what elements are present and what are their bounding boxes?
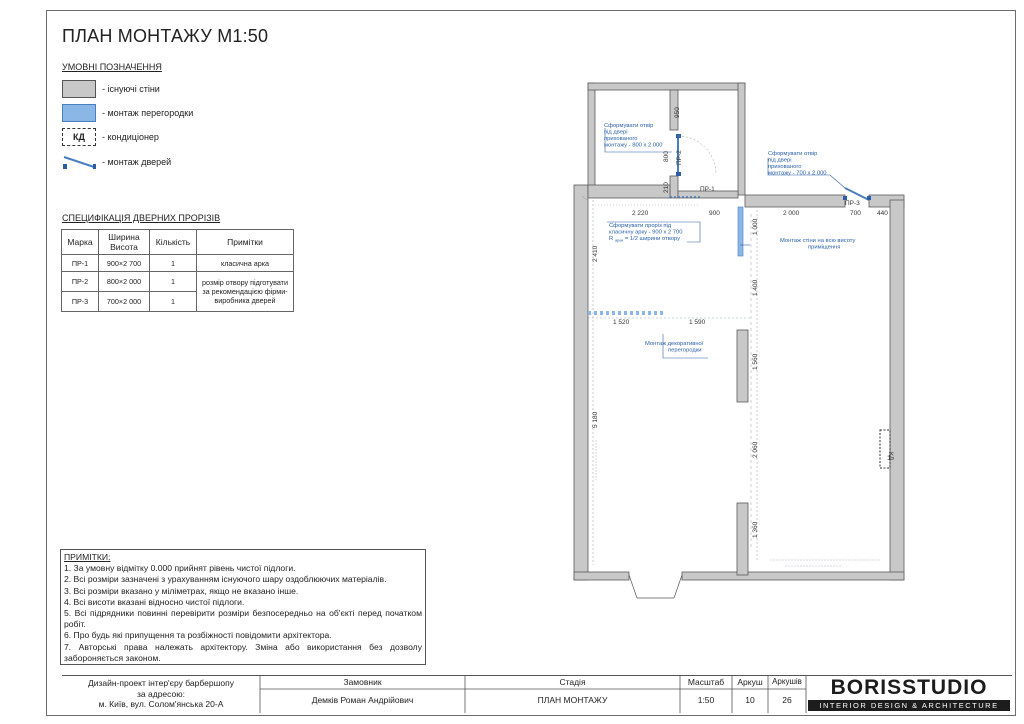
- callout-line: монтажу - 800 х 2 000: [604, 142, 663, 149]
- notes-heading: ПРИМІТКИ:: [64, 552, 111, 562]
- dim-950: 950: [674, 107, 681, 118]
- row-size: 900×2 700: [99, 255, 150, 272]
- col-mark: Марка: [62, 230, 99, 255]
- ac-label: КД: [887, 452, 894, 461]
- dim-1590: 1 590: [689, 319, 706, 326]
- legend-walls-label: - існуючі стіни: [102, 84, 160, 94]
- sheet-label: Аркуш: [737, 677, 763, 687]
- callout-line: перегородки: [668, 347, 702, 354]
- row-count: 1: [150, 272, 197, 292]
- callout-line: Сформувати проріз під: [609, 223, 672, 229]
- scale-label: Масштаб: [687, 677, 725, 687]
- callout-line: Сформувати отвір: [768, 151, 818, 157]
- row-size: 800×2 000: [99, 272, 150, 292]
- door-label-pr1: ПР-1: [700, 186, 715, 193]
- dim-1000: 1 000: [752, 218, 759, 235]
- row-note: класична арка: [197, 255, 294, 272]
- callout-line: класичну арку - 900 х 2 700: [609, 229, 683, 236]
- shared-note-line: за рекомендацією фірми-: [202, 287, 288, 296]
- callout-line: Монтаж декоративної: [645, 341, 704, 347]
- stage-label: Стадія: [559, 677, 586, 687]
- row-count: 1: [150, 292, 197, 312]
- note-item: 3. Всі розміри вказано у міліметрах, якщо не вказано інше.: [64, 585, 299, 596]
- door-label-pr2: ПР-2: [676, 150, 683, 165]
- sheets-total: 26: [782, 695, 792, 705]
- note-item: 7. Авторські права належать архітектору. Зміна або використання без дозволу забороняється законом.: [64, 641, 422, 663]
- callout-line: під двері: [604, 129, 628, 136]
- row-mark: ПР-2: [62, 272, 99, 292]
- legend-heading: УМОВНІ ПОЗНАЧЕННЯ: [62, 62, 162, 72]
- dim-1520: 1 520: [613, 319, 630, 326]
- logo-wordmark: BORISSTUDIO: [830, 676, 988, 699]
- callout-line: прихованого: [768, 164, 802, 170]
- note-item: 5. Всі підрядники повинні перевірити розміри безпосередньо на об'єкті перед початком робіт.: [64, 608, 422, 630]
- door-label-pr3: ПР-3: [845, 200, 860, 207]
- dim-700: 700: [850, 210, 861, 217]
- dim-2060: 2 060: [752, 441, 759, 458]
- shared-note-line: розмір отвору підготувати: [202, 278, 288, 287]
- callout-line-r: R: [609, 236, 614, 242]
- sheet-number: 10: [745, 695, 755, 705]
- dim-800: 800: [663, 151, 670, 162]
- ac-symbol: КД: [62, 128, 96, 146]
- col-count: Кількість: [150, 230, 197, 255]
- legend-doors-label: - монтаж дверей: [102, 157, 172, 167]
- col-height: Висота: [110, 242, 138, 252]
- dim-2000: 2 000: [783, 210, 800, 217]
- dim-1400: 1 400: [752, 279, 759, 296]
- callout-line-r-sub: арки: [614, 237, 624, 243]
- logo-tagline: INTERIOR DESIGN & ARCHITECTURE: [808, 700, 1010, 711]
- sheets-label: Аркушів: [772, 677, 802, 686]
- dim-5180: 5 180: [592, 411, 599, 428]
- dim-2410: 2 410: [592, 245, 599, 262]
- client-label: Замовник: [343, 677, 382, 687]
- legend-ac-label: - кондиціонер: [102, 132, 159, 142]
- shared-note-line: виробника дверей: [214, 296, 276, 305]
- callout-line-r-rest: = 1/2 ширини отвору: [624, 236, 680, 242]
- callout-line: Монтаж стіни на всю висоту: [780, 238, 856, 244]
- legend-partitions-label: - монтаж перегородки: [102, 108, 194, 118]
- note-item: 2. Всі розміри зазначені з урахуванням існуючого шару оздоблюючих матеріалів.: [64, 574, 387, 585]
- spec-heading: СПЕЦИФІКАЦІЯ ДВЕРНИХ ПРОРІЗІВ: [62, 213, 221, 223]
- dim-440: 440: [877, 210, 888, 217]
- row-mark: ПР-1: [62, 255, 99, 272]
- row-size: 700×2 000: [99, 292, 150, 312]
- project-description: [62, 678, 260, 710]
- col-notes: Примітки: [197, 230, 294, 255]
- project-line: Дизайн-проект інтер'єру барбершопу: [87, 678, 235, 688]
- row-mark: ПР-3: [62, 292, 99, 312]
- project-line: м. Київ, вул. Солом'янська 20-А: [98, 699, 224, 709]
- callout-line: прихованого: [604, 136, 638, 142]
- studio-logo: [806, 677, 1012, 713]
- page-title: ПЛАН МОНТАЖУ М1:50: [62, 26, 269, 46]
- callout-line: Сформувати отвір: [604, 123, 654, 129]
- callout-line: монтажу - 700 х 2 000: [768, 170, 827, 177]
- dim-2220: 2 220: [632, 210, 649, 217]
- stage-value: ПЛАН МОНТАЖУ: [537, 695, 608, 705]
- dim-210: 210: [663, 182, 670, 193]
- scale-value: 1:50: [697, 695, 715, 705]
- dim-1560: 1 560: [752, 353, 759, 370]
- dim-900: 900: [709, 210, 720, 217]
- row-count: 1: [150, 255, 197, 272]
- col-width: Ширина: [108, 232, 140, 242]
- note-item: 4. Всі висоти вказані відносно чистої підлоги.: [64, 596, 245, 607]
- dim-1360: 1 360: [752, 521, 759, 538]
- note-item: 6. Про будь які припущення та розбіжності повідомити архітектора.: [64, 630, 332, 641]
- project-line: за адресою:: [137, 688, 185, 699]
- client-name: Демків Роман Андрійович: [311, 695, 414, 705]
- callout-line: приміщення: [808, 244, 841, 251]
- callout-line: під двері: [768, 157, 792, 164]
- note-item: 1. За умовну відмітку 0.000 прийнят рівень чистої підлоги.: [64, 563, 296, 574]
